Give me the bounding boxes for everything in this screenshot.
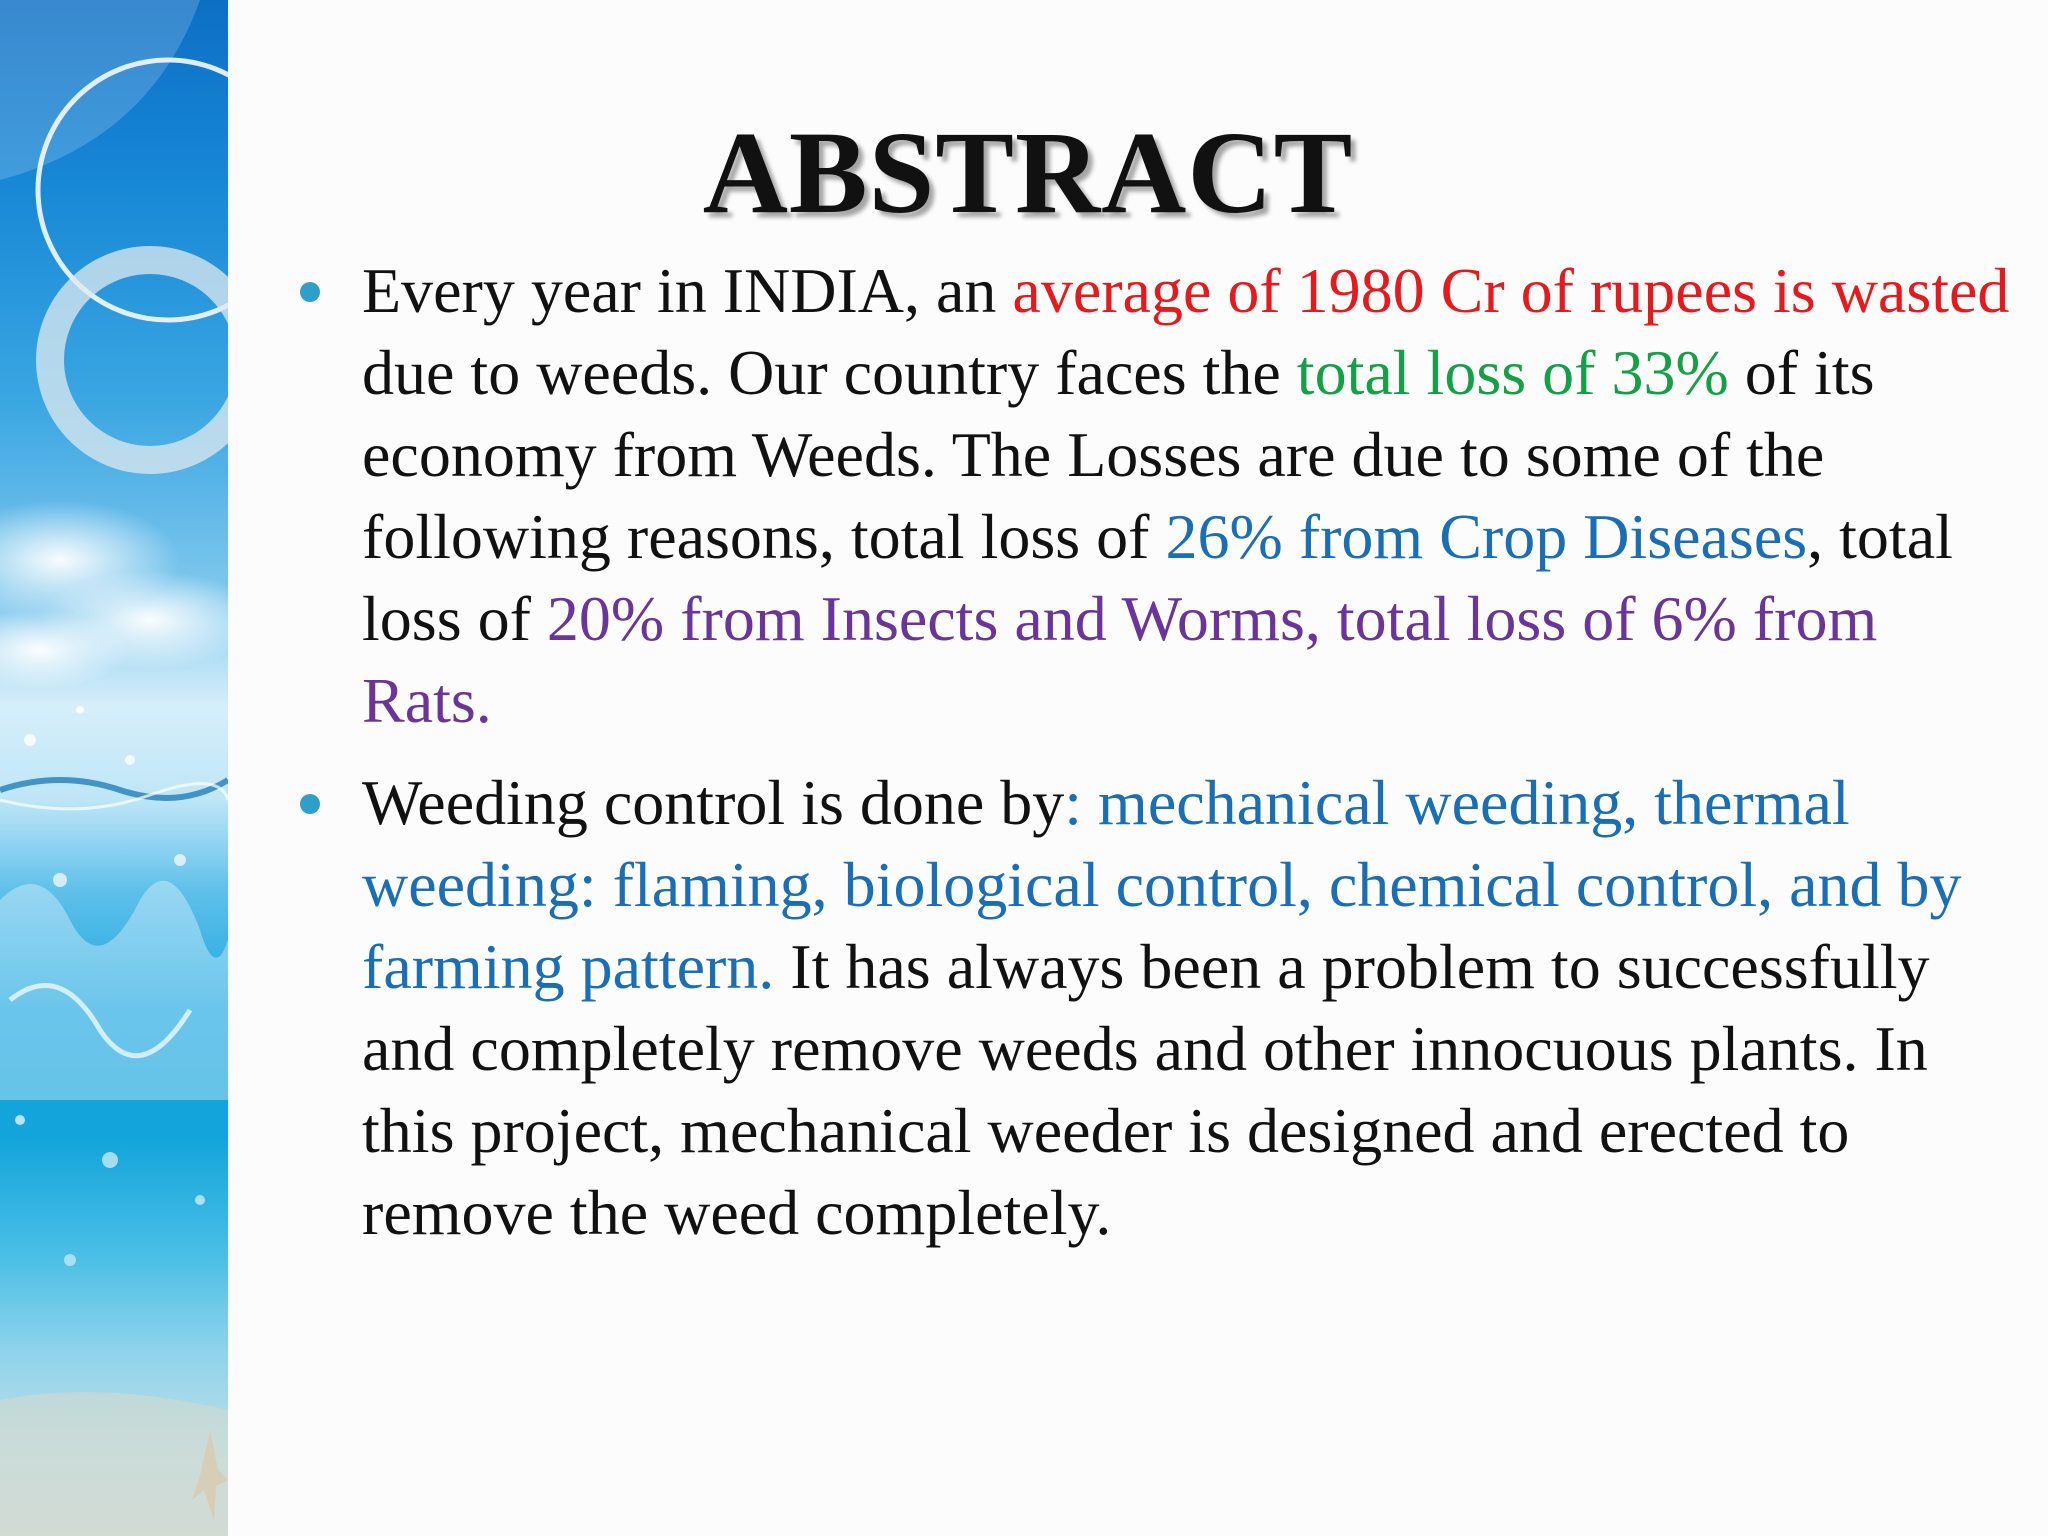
text-segment-highlight-green: total loss of 33% [1296, 337, 1729, 408]
water-splash-image [0, 0, 228, 1536]
text-segment-highlight-blue: 26% from Crop Diseases [1165, 501, 1808, 572]
text-segment: Every year in INDIA, an [362, 255, 1013, 326]
bullet-item-weeding-control [290, 762, 2010, 1254]
text-segment: Weeding control is done by [362, 767, 1065, 838]
text-segment: due to weeds. Our country faces the [362, 337, 1297, 408]
slide-title: ABSTRACT [702, 107, 1354, 238]
text-segment-highlight-purple: 20% from Insects and Worms, total loss of 6% from Rats. [362, 583, 1878, 736]
text-segment: , total loss of [362, 501, 1953, 654]
water-decoration-strip [0, 0, 228, 1536]
text-segment-highlight-red: average of 1980 Cr of rupees is wasted [1012, 255, 2010, 326]
bullet-icon [300, 794, 320, 814]
bullet-item-losses [290, 250, 2010, 742]
text-segment-highlight-blue: : mechanical weeding, thermal weeding: flaming, biological control, chemical control, and by farming pattern. [362, 767, 1962, 1002]
text-segment: of its economy from Weeds. The Losses are due to some of the following reasons, total loss of [362, 337, 1875, 572]
bullet-icon [300, 282, 320, 302]
bullet-list [290, 250, 2010, 1274]
text-segment: It has always been a problem to successfully and completely remove weeds and other innocuous plants. In this project, mechanical weeder is designed and erected to remove the weed completely. [362, 931, 1930, 1248]
